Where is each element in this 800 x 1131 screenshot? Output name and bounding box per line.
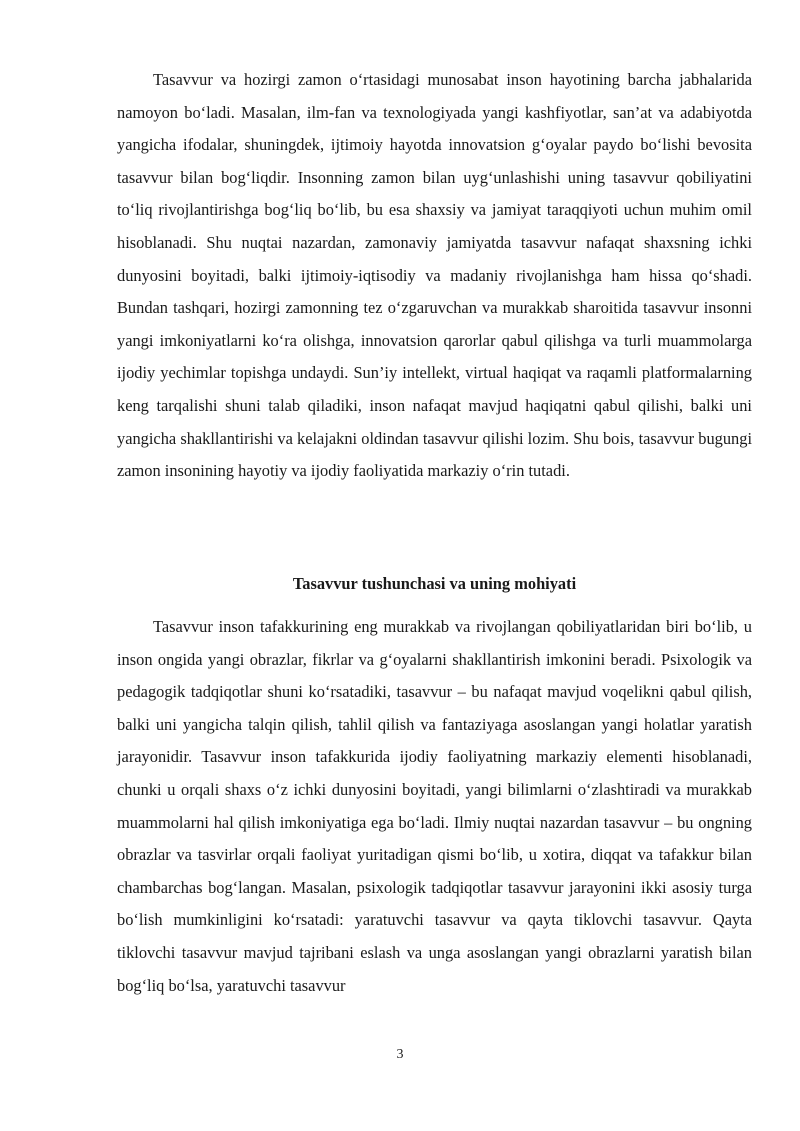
body-paragraph-1: Tasavvur va hozirgi zamon o‘rtasidagi munosabat inson hayotining barcha jabhalarida namoyon bo‘ladi. Masalan, ilm-fan va texnologiyada yangi kashfiyotlar, san’at va adabiyotda yangicha ifodalar, shuningdek, ijtimoiy hayotda innovatsion g‘oyalar paydo bo‘lishi bevosita tasavvur bilan bog‘liqdir. Insonning zamon bilan uyg‘unlashishi uning tasavvur qobiliyatini to‘liq rivojlantirishga bog‘liq bo‘lib, bu esa shaxsiy va jamiyat taraqqiyoti uchun muhim omil hisoblanadi. Shu nuqtai nazardan, zamonaviy jamiyatda tasavvur nafaqat shaxsning ichki dunyosini boyitadi, balki ijtimoiy-iqtisodiy va madaniy rivojlanishga ham hissa qo‘shadi. Bundan tashqari, hozirgi zamonning tez o‘zgaruvchan va murakkab sharoitida tasavvur insonni yangi imkoniyatlarni ko‘ra olishga, innovatsion qarorlar qabul qilishga va turli muammolarga ijodiy yechimlar topishga undaydi. Sun’iy intellekt, virtual haqiqat va raqamli platformalarning keng tarqalishi shuni talab qiladiki, inson nafaqat mavjud haqiqatni qabul qilishi, balki uni yangicha shakllantirishi va kelajakni oldindan tasavvur qilishi lozim. Shu bois, tasavvur bugungi zamon insonining hayotiy va ijodiy faoliyatida markaziy o‘rin tutadi. [117, 70, 752, 481]
section-heading: Tasavvur tushunchasi va uning mohiyati [292, 574, 577, 593]
body-paragraph-2: Tasavvur inson tafakkurining eng murakkab va rivojlangan qobiliyatlaridan biri bo‘lib, u inson ongida yangi obrazlar, fikrlar va g‘oyalarni shakllantirish imkonini beradi. Psixologik va pedagogik tadqiqotlar shuni ko‘rsatadiki, tasavvur – bu nafaqat mavjud voqelikni qabul qilish, balki uni yangicha talqin qilish, tahlil qilish va fantaziyaga asoslangan yangi holatlar yaratish jarayonidir. Tasavvur inson tafakkurida ijodiy faoliyatning markaziy elementi hisoblanadi, chunki u orqali shaxs o‘z ichki dunyosini boyitadi, yangi bilimlarni o‘zlashtiradi va murakkab muammolarni hal qilish imkoniyatiga ega bo‘ladi. Ilmiy nuqtai nazardan tasavvur – bu ongning obrazlar va tasvirlar orqali faoliyat yuritadigan qismi bo‘lib, u xotira, diqqat va tafakkur bilan chambarchas bog‘langan. Masalan, psixologik tadqiqotlar tasavvur jarayonini ikki asosiy turga bo‘lish mumkinligini ko‘rsatadi: yaratuvchi tasavvur va qayta tiklovchi tasavvur. Qayta tiklovchi tasavvur mavjud tajribani eslash va unga asoslangan yangi obrazlarni yaratish bilan bog‘liq bo‘lsa, yaratuvchi tasavvur [117, 617, 752, 995]
page-number: 3 [396, 1047, 404, 1062]
